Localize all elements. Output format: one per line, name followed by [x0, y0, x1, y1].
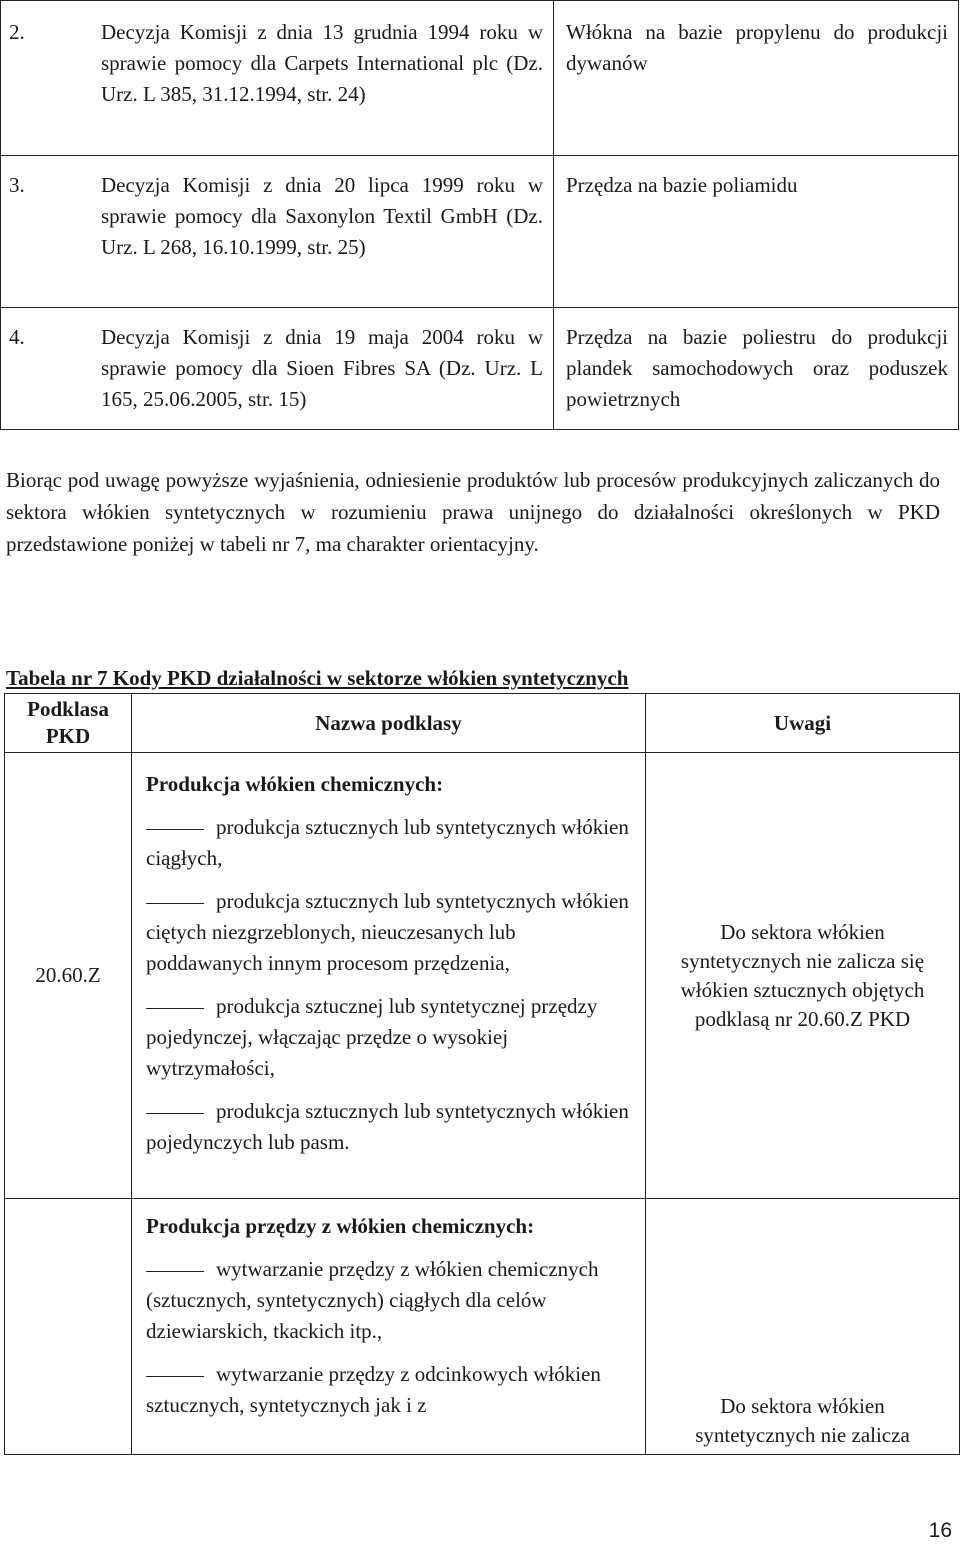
- dash-icon: [146, 1271, 204, 1272]
- list-item: produkcja sztucznych lub syntetycznych włókien pojedynczych lub pasm.: [146, 1099, 629, 1154]
- product-text: Przędza na bazie poliestru do produkcji plandek samochodowych oraz poduszek powietrznych: [566, 325, 948, 411]
- table-row: [1, 1, 959, 156]
- name-cell: [132, 753, 646, 1199]
- page-number: 16: [928, 1519, 952, 1542]
- table-caption: Tabela nr 7 Kody PKD działalności w sektorze włókien syntetycznych: [6, 666, 629, 690]
- dash-icon: [146, 1008, 204, 1009]
- table-header-row: [5, 694, 960, 753]
- decision-number: 4.: [9, 325, 25, 349]
- note-text: Do sektora włókien syntetycznych nie zalicza: [695, 1394, 910, 1447]
- header-code: Podklasa PKD: [5, 694, 132, 753]
- product-cell: [554, 308, 959, 430]
- subclass-title: Produkcja włókien chemicznych:: [146, 772, 444, 796]
- dash-icon: [146, 829, 204, 830]
- dash-icon: [146, 1113, 204, 1114]
- table-row: [5, 753, 960, 1199]
- code-cell: [5, 1199, 132, 1455]
- subclass-title: Produkcja przędzy z włókien chemicznych:: [146, 1214, 535, 1238]
- dash-icon: [146, 903, 204, 904]
- product-text: Przędza na bazie poliamidu: [566, 173, 798, 197]
- decision-cell: [1, 1, 554, 156]
- list-item: produkcja sztucznej lub syntetycznej przędzy pojedynczej, włączając przędze o wysokiej wytrzymałości,: [146, 994, 598, 1080]
- note-cell: Do sektora włókien syntetycznych nie zalicza się włókien sztucznych objętych podklasą nr 20.60.Z PKD: [646, 753, 960, 1199]
- decision-text: Decyzja Komisji z dnia 19 maja 2004 roku w sprawie pomocy dla Sioen Fibres SA (Dz. Urz. L 165, 25.06.2005, str. 15): [101, 325, 543, 411]
- list-item: wytwarzanie przędzy z włókien chemicznych (sztucznych, syntetycznych) ciągłych dla celów dziewiarskich, tkackich itp.,: [146, 1257, 599, 1343]
- decisions-table: [0, 0, 959, 430]
- dash-icon: [146, 1376, 204, 1377]
- table-row: [1, 156, 959, 308]
- product-cell: [554, 1, 959, 156]
- list-item: produkcja sztucznych lub syntetycznych włókien ciętych niezgrzeblonych, nieuczesanych lub poddawanych innym procesom przędzenia,: [146, 889, 629, 975]
- list-item: produkcja sztucznych lub syntetycznych włókien ciągłych,: [146, 815, 629, 870]
- name-cell: [132, 1199, 646, 1455]
- table-row: [5, 1199, 960, 1455]
- header-notes: Uwagi: [646, 694, 960, 753]
- decision-text: Decyzja Komisji z dnia 13 grudnia 1994 roku w sprawie pomocy dla Carpets International plc (Dz. Urz. L 385, 31.12.1994, str. 24): [101, 20, 543, 106]
- table-row: [1, 308, 959, 430]
- decision-cell: [1, 308, 554, 430]
- decision-text: Decyzja Komisji z dnia 20 lipca 1999 roku w sprawie pomocy dla Saxonylon Textil GmbH (Dz. Urz. L 268, 16.10.1999, str. 25): [101, 173, 543, 259]
- decision-number: 3.: [9, 173, 25, 197]
- code-cell: 20.60.Z: [5, 753, 132, 1199]
- list-item: wytwarzanie przędzy z odcinkowych włókien sztucznych, syntetycznych jak i z: [146, 1362, 601, 1417]
- product-cell: [554, 156, 959, 308]
- explanatory-paragraph: Biorąc pod uwagę powyższe wyjaśnienia, odniesienie produktów lub procesów produkcyjnych zaliczanych do sektora włókien syntetycznych w rozumieniu prawa unijnego do działalności określonych w PKD przedstawione poniżej w tabeli nr 7, ma charakter orientacyjny.: [6, 468, 940, 556]
- decision-number: 2.: [9, 20, 25, 44]
- header-name: Nazwa podklasy: [132, 694, 646, 753]
- product-text: Włókna na bazie propylenu do produkcji dywanów: [566, 20, 948, 75]
- pkd-table: [4, 693, 960, 1455]
- decision-cell: [1, 156, 554, 308]
- note-cell: [646, 1199, 960, 1455]
